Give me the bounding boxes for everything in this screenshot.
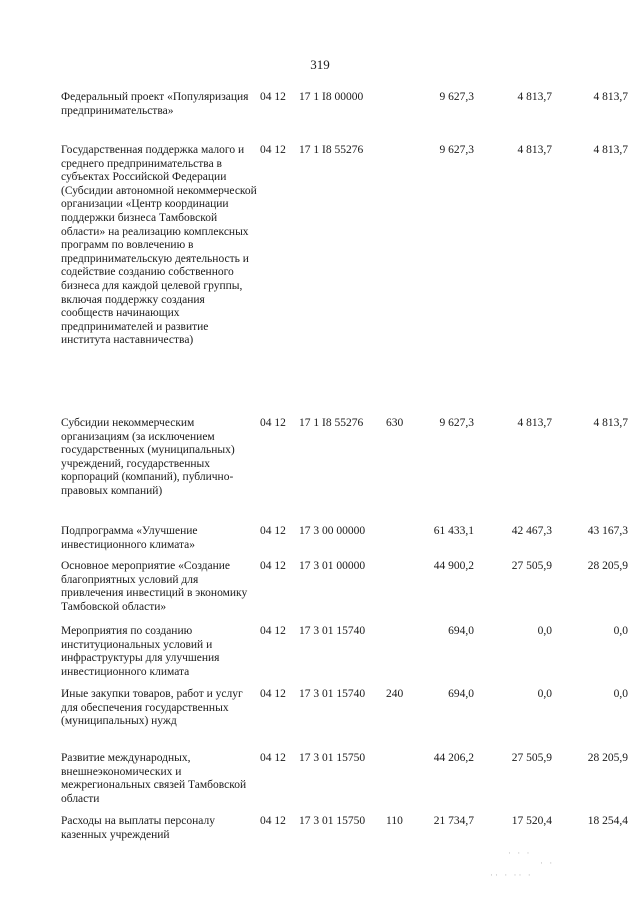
target-code: 17 3 01 00000 (299, 560, 366, 572)
target-code: 17 3 01 15750 (299, 815, 366, 827)
expense-type-code: 110 (386, 815, 403, 827)
row-name: Государственная поддержка малого и среднего предпринимательства в субъектах Российской Федерации (Субсидии автономной некоммерческой организации «Центр координации поддержки бизнеса Тамбовской области» на реализацию комплексных программ по вовлечению в предпринимательскую деятельность и содействие созданию собственного бизнеса для каждой целевой группы, включая поддержку создания сообществ начинающих предпринимателей и развитие института наставничества) (61, 144, 257, 347)
amount-year-1: 9 627,3 (439, 144, 474, 156)
row-name: Мероприятия по созданию институциональных условий и инфраструктуры для улучшения инвестиционного климата (61, 625, 220, 678)
expense-type-code: 240 (386, 688, 404, 700)
row-name: Развитие международных, внешнеэкономических и межрегиональных связей Тамбовской области (61, 752, 247, 805)
row-name: Субсидии некоммерческим организациям (за исключением государственных (муниципальных) учреждений, государственных корпораций (компаний), публично-правовых компаний) (61, 417, 235, 497)
amount-year-2: 27 505,9 (511, 752, 552, 764)
amount-year-1: 694,0 (448, 688, 474, 700)
amount-year-3: 18 254,4 (587, 815, 628, 827)
amount-year-3: 4 813,7 (593, 417, 628, 429)
amount-year-3: 28 205,9 (587, 752, 628, 764)
target-code: 17 1 I8 00000 (299, 91, 364, 103)
row-name: Иные закупки товаров, работ и услуг для обеспечения государственных (муниципальных) нужд (61, 688, 243, 728)
target-code: 17 1 I8 55276 (299, 417, 364, 429)
section-code: 04 12 (260, 525, 286, 537)
scan-artifact: · · · (508, 848, 532, 858)
row-name: Основное мероприятие «Создание благоприятных условий для привлечения инвестиций в экономику Тамбовской области» (61, 560, 248, 613)
amount-year-3: 43 167,3 (587, 525, 628, 537)
target-code: 17 1 I8 55276 (299, 144, 364, 156)
row-name: Федеральный проект «Популяризация предпринимательства» (61, 91, 249, 117)
row-name: Подпрограмма «Улучшение инвестиционного климата» (61, 525, 198, 551)
amount-year-3: 0,0 (613, 625, 628, 637)
section-code: 04 12 (260, 815, 286, 827)
amount-year-1: 61 433,1 (433, 525, 474, 537)
amount-year-2: 17 520,4 (511, 815, 552, 827)
amount-year-3: 4 813,7 (593, 91, 628, 103)
amount-year-1: 44 206,2 (433, 752, 474, 764)
expense-type-code: 630 (386, 417, 404, 429)
amount-year-2: 4 813,7 (517, 91, 552, 103)
target-code: 17 3 01 15740 (299, 625, 366, 637)
page-number: 319 (310, 57, 330, 72)
amount-year-1: 9 627,3 (439, 91, 474, 103)
amount-year-3: 4 813,7 (593, 144, 628, 156)
amount-year-3: 0,0 (613, 688, 628, 700)
amount-year-1: 9 627,3 (439, 417, 474, 429)
target-code: 17 3 01 15740 (299, 688, 366, 700)
section-code: 04 12 (260, 625, 286, 637)
amount-year-1: 21 734,7 (433, 815, 474, 827)
amount-year-2: 0,0 (537, 625, 552, 637)
amount-year-1: 694,0 (448, 625, 474, 637)
target-code: 17 3 00 00000 (299, 525, 366, 537)
amount-year-2: 4 813,7 (517, 144, 552, 156)
section-code: 04 12 (260, 91, 286, 103)
section-code: 04 12 (260, 144, 286, 156)
target-code: 17 3 01 15750 (299, 752, 366, 764)
amount-year-3: 28 205,9 (587, 560, 628, 572)
section-code: 04 12 (260, 752, 286, 764)
amount-year-1: 44 900,2 (433, 560, 474, 572)
scan-artifact: · · (540, 858, 555, 868)
amount-year-2: 0,0 (537, 688, 552, 700)
amount-year-2: 4 813,7 (517, 417, 552, 429)
section-code: 04 12 (260, 417, 286, 429)
row-name: Расходы на выплаты персоналу казенных учреждений (61, 815, 215, 841)
scan-artifact: ·· · ·· · (490, 870, 533, 880)
amount-year-2: 27 505,9 (511, 560, 552, 572)
section-code: 04 12 (260, 560, 286, 572)
section-code: 04 12 (260, 688, 286, 700)
amount-year-2: 42 467,3 (511, 525, 552, 537)
